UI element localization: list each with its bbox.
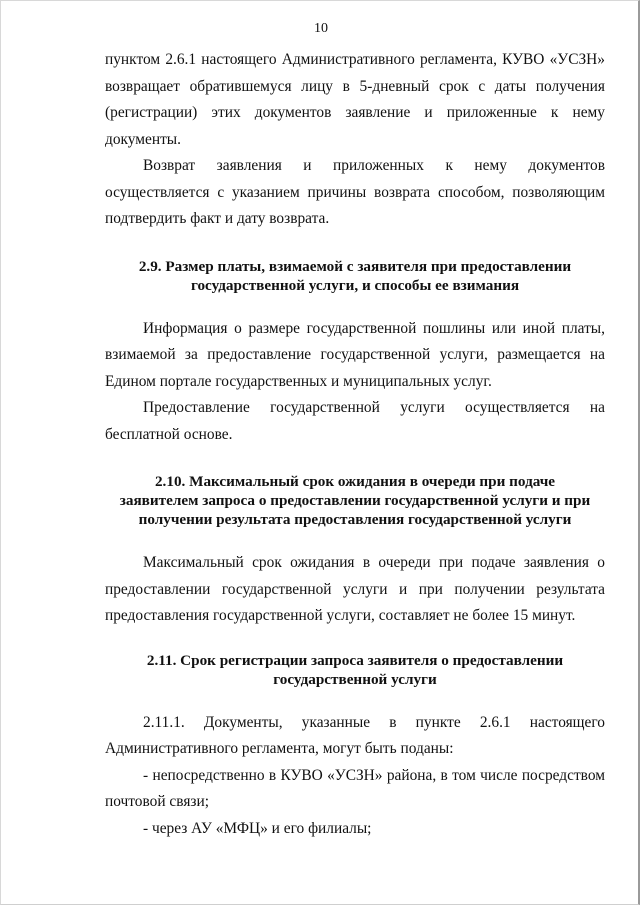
heading-line: заявителем запроса о предоставлении государственной услуги и при [119,492,591,509]
heading-line: получении результата предоставления государственной услуги [138,511,572,528]
section-2-11-paragraph-1: 2.11.1. Документы, указанные в пункте 2.6.1 настоящего Административного регламента, могут быть поданы: [105,713,605,757]
heading-line: 2.11. Срок регистрации запроса заявителя о предоставлении [146,651,564,669]
section-2-10-heading [105,472,605,529]
section-2-11-list-item: - непосредственно в КУВО «УСЗН» района, в том числе посредством почтовой связи; [105,766,605,810]
section-2-9-paragraph-1: Информация о размере государственной пошлины или иной платы, взимаемой за предоставление государственной услуги, размещается на Едином портале государственных и муниципальных услуг. [105,319,605,390]
heading-line: 2.10. Максимальный срок ожидания в очереди при подаче [154,473,556,490]
page-number: 10 [314,21,328,36]
heading-line: государственной услуги [273,670,437,688]
paragraph-continuation: пунктом 2.6.1 настоящего Административного регламента, КУВО «УСЗН» возвращает обратившемуся лицу в 5-дневный срок с даты получения (регистрации) этих документов заявление и приложенные к нему документы. [105,51,605,148]
section-2-9-paragraph-2: Предоставление государственной услуги осуществляется на бесплатной основе. [105,399,605,443]
heading-line: 2.9. Размер платы, взимаемой с заявителя при предоставлении [138,257,572,275]
section-2-10-paragraph-1: Максимальный срок ожидания в очереди при подаче заявления о предоставлении государственной услуги и при получении результата предоставления государственной услуги, составляет не более 15 минут. [105,554,605,624]
section-2-11-list-item: - через АУ «МФЦ» и его филиалы; [143,819,372,837]
paragraph-return-of-documents: Возврат заявления и приложенных к нему документов осуществляется с указанием причины возврата способом, позволяющим подтвердить факт и дату возврата. [105,157,605,227]
section-2-11-heading [105,651,605,689]
section-2-9-heading [105,257,605,295]
page-content [105,47,605,842]
heading-line: государственной услуги, и способы ее взимания [190,276,520,294]
